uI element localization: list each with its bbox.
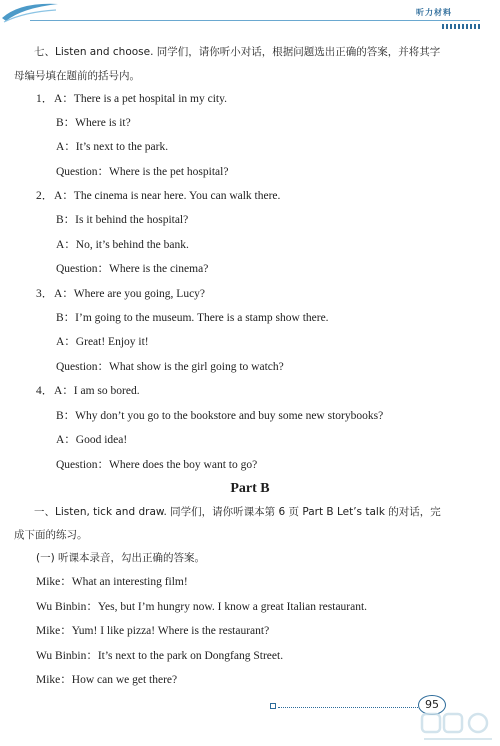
part-b-sub-heading: (一) 听课本录音，勾出正确的答案。 bbox=[36, 552, 206, 564]
dialogue-1-line-1 bbox=[36, 92, 227, 106]
part-b-line-5: Mike：How can we get there? bbox=[36, 674, 178, 686]
dialogue-4-text-1: A：I am so bored. bbox=[54, 385, 140, 397]
header-rule bbox=[30, 20, 480, 21]
footer-square-decoration bbox=[270, 703, 276, 709]
watermark-logo bbox=[418, 708, 498, 744]
dialogue-2-number: 2． bbox=[36, 190, 54, 202]
dialogue-2-question: Question：Where is the cinema? bbox=[56, 263, 209, 275]
part-b-intro-line2: 成下面的练习。 bbox=[14, 529, 88, 541]
dialogue-3-line-3: A：Great! Enjoy it! bbox=[56, 336, 149, 348]
dialogue-4-line-2: B：Why don’t you go to the bookstore and buy some new storybooks? bbox=[56, 410, 384, 422]
dialogue-1-text-1: A：There is a pet hospital in my city. bbox=[54, 93, 227, 105]
header-section-label: 听力材料 bbox=[416, 8, 452, 17]
part-b-line-1: Mike：What an interesting film! bbox=[36, 576, 188, 588]
page-header bbox=[0, 0, 500, 24]
dialogue-1-line-3: A：It’s next to the park. bbox=[56, 141, 169, 153]
dialogue-1-line-2: B：Where is it? bbox=[56, 117, 131, 129]
part-b-title: Part B bbox=[230, 481, 270, 496]
dialogue-2-text-1: A：The cinema is near here. You can walk there. bbox=[54, 190, 281, 202]
dialogue-4-line-3: A：Good idea! bbox=[56, 434, 128, 446]
part-b-line-2: Wu Binbin：Yes, but I’m hungry now. I know a great Italian restaurant. bbox=[36, 601, 368, 613]
dialogue-3-question: Question：What show is the girl going to watch? bbox=[56, 361, 284, 373]
dialogue-3-number: 3． bbox=[36, 288, 54, 300]
dialogue-4-number: 4． bbox=[36, 385, 54, 397]
dialogue-4-line-1 bbox=[36, 384, 140, 398]
dialogue-4-question: Question：Where does the boy want to go? bbox=[56, 459, 258, 471]
dialogue-3-line-1 bbox=[36, 287, 205, 301]
part-b-line-3: Mike：Yum! I like pizza! Where is the restaurant? bbox=[36, 625, 270, 637]
dialogue-2-line-1 bbox=[36, 189, 280, 203]
part-b-intro-line1: 一、Listen, tick and draw. 同学们，请你听课本第 6 页 Part B Let’s talk 的对话，完 bbox=[34, 506, 441, 518]
header-bar-decoration bbox=[442, 24, 482, 29]
section7-intro-line2: 母编号填在题前的括号内。 bbox=[14, 70, 140, 82]
part-b-line-4: Wu Binbin：It’s next to the park on Dongfang Street. bbox=[36, 650, 284, 662]
dialogue-1-number: 1． bbox=[36, 93, 54, 105]
dialogue-3-text-1: A：Where are you going, Lucy? bbox=[54, 288, 206, 300]
dialogue-1-question: Question：Where is the pet hospital? bbox=[56, 166, 229, 178]
dialogue-3-line-2: B：I’m going to the museum. There is a stamp show there. bbox=[56, 312, 329, 324]
dialogue-2-line-2: B：Is it behind the hospital? bbox=[56, 214, 189, 226]
section7-intro-line1: 七、Listen and choose. 同学们，请你听小对话，根据问题选出正确的答案，并将其字 bbox=[34, 46, 441, 58]
dialogue-2-line-3: A：No, it’s behind the bank. bbox=[56, 239, 189, 251]
page-number: 95 bbox=[418, 695, 446, 715]
footer-dotted-rule bbox=[278, 707, 418, 708]
